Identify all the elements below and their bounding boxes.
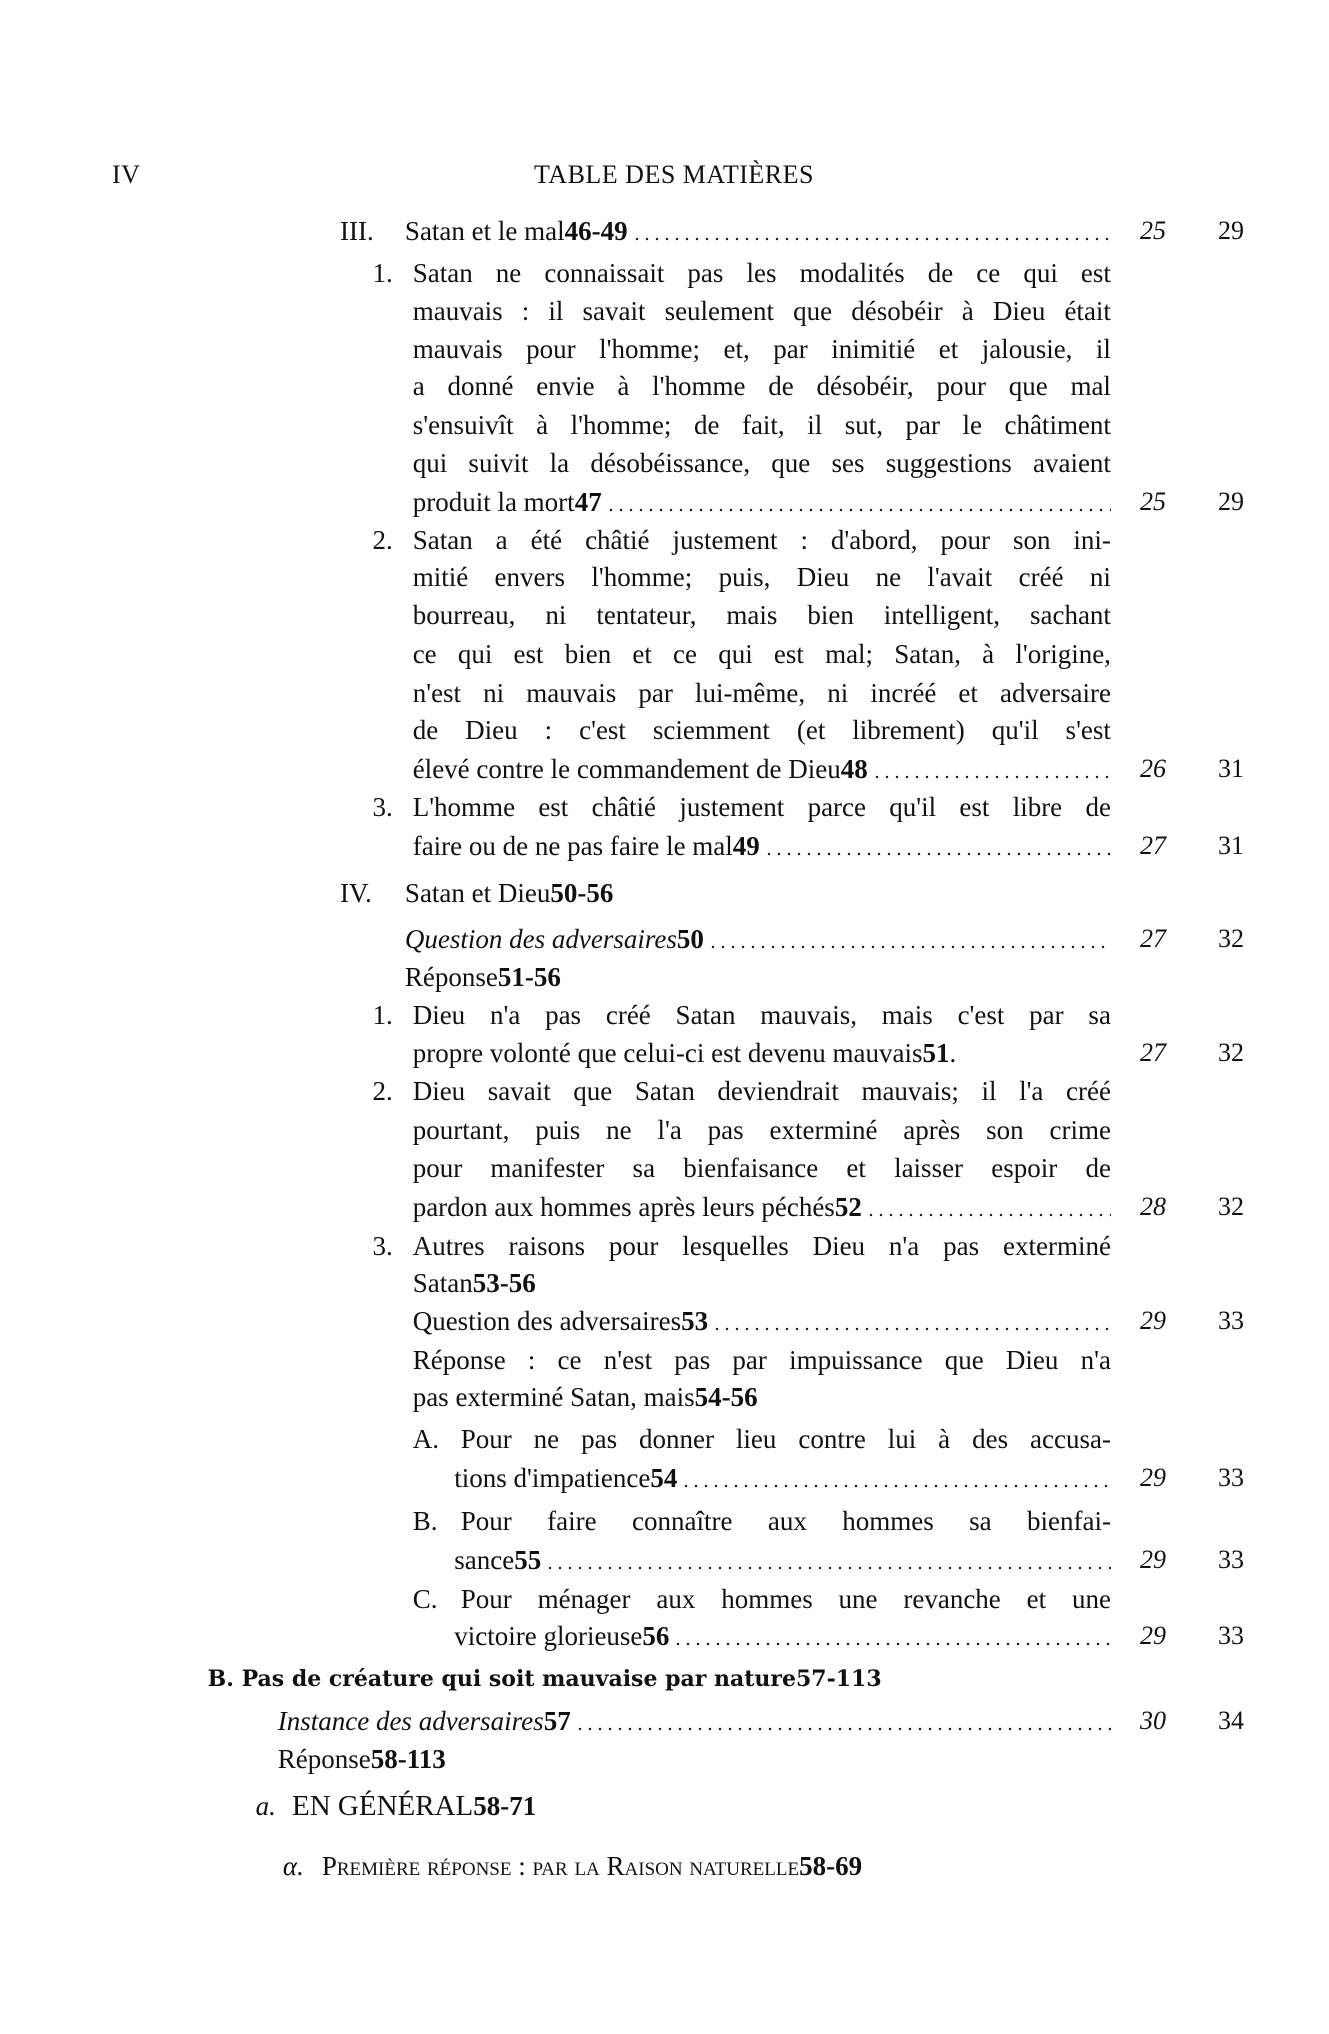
entry-text: tions d'impatience	[454, 1462, 651, 1493]
toc-line	[461, 1502, 1111, 1540]
entry-text: mitié envers l'homme; puis, Dieu ne l'avait créé ni	[412, 562, 1111, 593]
entry-number: 2.	[372, 1076, 393, 1107]
paragraph-ref: 54-56	[694, 1382, 758, 1413]
entry-text: propre volonté que celui-ci est devenu mauvais	[412, 1038, 923, 1069]
paragraph-ref: 54	[650, 1462, 678, 1493]
paragraph-ref: 55	[514, 1544, 542, 1575]
toc-line	[413, 1188, 1111, 1226]
paragraph-ref: 52	[834, 1191, 862, 1222]
page-title: TABLE DES MATIÈRES	[534, 160, 814, 189]
toc-line	[413, 1227, 1111, 1265]
page-ref-first: 29	[1140, 1544, 1166, 1574]
toc-line	[413, 1378, 758, 1416]
toc-line	[413, 1341, 1111, 1379]
page-ref-second: 31	[1218, 754, 1244, 784]
entry-number: C.	[412, 1583, 438, 1614]
paragraph-ref: 56	[642, 1621, 670, 1652]
entry-text: Réponse : ce n'est pas par impuissance que Dieu n'a	[412, 1344, 1111, 1375]
page-ref-first: 27	[1140, 924, 1166, 954]
entry-text: n'est ni mauvais par lui-même, ni incréé et adversaire	[412, 677, 1111, 708]
entry-text: Dieu n'a pas créé Satan mauvais, mais c'est par sa	[412, 999, 1111, 1030]
page-ref-second: 33	[1218, 1462, 1244, 1492]
entry-text: Pour ne pas donner lieu contre lui à des accusa-	[460, 1423, 1111, 1454]
paragraph-ref: 53-56	[472, 1268, 536, 1299]
entry-text: Dieu savait que Satan deviendrait mauvais; il l'a créé	[412, 1076, 1111, 1107]
entry-text: Instance des adversaires	[277, 1705, 544, 1736]
entry-number: 3.	[372, 1230, 393, 1261]
toc-line	[413, 996, 1111, 1034]
page-ref-first: 29	[1140, 1462, 1166, 1492]
entry-number: III.	[340, 215, 374, 246]
toc-line	[413, 330, 1111, 368]
paragraph-ref: 49	[732, 830, 760, 861]
entry-text: Satan a été châtié justement : d'abord, pour son ini-	[412, 524, 1111, 555]
toc-line	[413, 367, 1111, 405]
toc-line	[413, 558, 1111, 596]
entry-text: Réponse	[277, 1744, 371, 1775]
paragraph-ref: 58-71	[473, 1791, 537, 1822]
paragraph-ref: 51-56	[497, 961, 561, 992]
paragraph-ref: 46-49	[564, 215, 628, 246]
page-ref-second: 34	[1218, 1705, 1244, 1735]
entry-text: Satan et Dieu	[404, 877, 551, 908]
toc-line	[413, 750, 1111, 788]
entry-number: A.	[412, 1423, 439, 1454]
dot-leader	[708, 945, 1111, 949]
paragraph-ref: 47	[574, 486, 602, 517]
entry-text: pourtant, puis ne l'a pas exterminé après son crime	[412, 1115, 1111, 1146]
toc-line	[413, 444, 1111, 482]
toc-line	[413, 1034, 957, 1072]
entry-number: B.	[412, 1505, 438, 1536]
entry-text: mauvais pour l'homme; et, par inimitié et jalousie, il	[412, 333, 1111, 364]
entry-text: faire ou de ne pas faire le mal	[412, 830, 733, 861]
entry-text: bourreau, ni tentateur, mais bien intelligent, sachant	[412, 599, 1111, 630]
page-number: IV	[112, 160, 141, 189]
toc-line	[413, 406, 1111, 444]
toc-line	[413, 483, 1111, 521]
toc-line	[454, 1541, 1111, 1579]
entry-text: B. Pas de créature qui soit mauvaise par nature	[207, 1666, 796, 1693]
toc-line	[413, 788, 1111, 826]
entry-number: 1.	[372, 258, 393, 289]
toc-line	[413, 827, 1111, 865]
toc-line	[413, 1302, 1111, 1340]
dot-leader	[712, 1327, 1111, 1331]
toc-line	[405, 958, 561, 996]
entry-text: Question des adversaires	[412, 1305, 682, 1336]
paragraph-ref: 58-113	[370, 1744, 446, 1775]
entry-text: s'ensuivît à l'homme; de fait, il sut, par le châtiment	[412, 410, 1111, 441]
entry-text: Première réponse : par la Raison naturelle	[321, 1850, 800, 1881]
entry-text: produit la mort	[412, 486, 575, 517]
entry-text: Réponse	[404, 961, 498, 992]
page-ref-second: 32	[1218, 1038, 1244, 1068]
entry-text: Satan ne connaissait pas les modalités de ce qui est	[412, 258, 1111, 289]
toc-line	[322, 1847, 862, 1885]
entry-number: a.	[255, 1791, 276, 1822]
dot-leader	[681, 1484, 1111, 1488]
toc-line	[413, 1072, 1111, 1110]
dot-leader	[606, 508, 1111, 512]
page-ref-second: 33	[1218, 1544, 1244, 1574]
toc-line	[208, 1660, 882, 1698]
page-ref-first: 25	[1140, 486, 1166, 516]
entry-text: de Dieu : c'est sciemment (et librement) qu'il s'est	[412, 715, 1111, 746]
page-ref-first: 26	[1140, 754, 1166, 784]
toc-line	[413, 635, 1111, 673]
entry-text: Satan et le mal	[404, 215, 565, 246]
page-ref-second: 33	[1218, 1305, 1244, 1335]
entry-text: EN GÉNÉRAL	[292, 1790, 474, 1823]
entry-number: 2.	[372, 524, 393, 555]
toc-line	[413, 254, 1111, 292]
toc-line	[278, 1702, 1111, 1740]
page-ref-first: 29	[1140, 1621, 1166, 1651]
dot-leader	[872, 775, 1111, 779]
toc-line	[292, 1787, 536, 1825]
entry-text: Pour ménager aux hommes une revanche et une	[460, 1583, 1111, 1614]
page-ref-second: 29	[1218, 215, 1244, 245]
toc-line	[454, 1617, 1111, 1655]
toc-line	[405, 874, 613, 912]
page-ref-second: 29	[1218, 486, 1244, 516]
page-ref-second: 31	[1218, 830, 1244, 860]
entry-text: pardon aux hommes après leurs péchés	[412, 1191, 835, 1222]
entry-text: Satan	[412, 1268, 473, 1299]
toc-line	[413, 711, 1111, 749]
toc-line	[278, 1740, 446, 1778]
toc-line	[454, 1459, 1111, 1497]
entry-number: α.	[282, 1850, 304, 1881]
entry-text: sance	[454, 1544, 515, 1575]
entry-suffix: .	[949, 1038, 957, 1069]
page-ref-first: 27	[1140, 1038, 1166, 1068]
entry-text: pas exterminé Satan, mais	[412, 1382, 695, 1413]
entry-text: Pour faire connaître aux hommes sa bienfai-	[460, 1505, 1111, 1536]
toc-line	[461, 1420, 1111, 1458]
entry-number: 3.	[372, 791, 393, 822]
paragraph-ref: 50	[676, 924, 704, 955]
page-ref-first: 29	[1140, 1305, 1166, 1335]
toc-line	[461, 1580, 1111, 1618]
dot-leader	[575, 1727, 1111, 1731]
dot-leader	[764, 852, 1111, 856]
entry-text: ce qui est bien et ce qui est mal; Satan, à l'origine,	[412, 638, 1111, 669]
toc-line	[413, 1149, 1111, 1187]
page-ref-second: 32	[1218, 1191, 1244, 1221]
entry-text: a donné envie à l'homme de désobéir, pour que mal	[412, 371, 1111, 402]
entry-text: élevé contre le commandement de Dieu	[412, 754, 841, 785]
entry-text: Autres raisons pour lesquelles Dieu n'a pas exterminé	[412, 1230, 1111, 1261]
dot-leader	[673, 1642, 1111, 1646]
toc-line	[413, 1111, 1111, 1149]
paragraph-ref: 57-113	[795, 1666, 882, 1693]
toc-line	[405, 212, 1111, 250]
paragraph-ref: 48	[840, 754, 868, 785]
entry-text: mauvais : il savait seulement que désobéir à Dieu était	[412, 296, 1111, 327]
entry-text: L'homme est châtié justement parce qu'il est libre de	[412, 791, 1111, 822]
page-ref-first: 30	[1140, 1705, 1166, 1735]
page-ref-second: 33	[1218, 1621, 1244, 1651]
dot-leader	[866, 1213, 1111, 1217]
entry-text: victoire glorieuse	[454, 1621, 643, 1652]
toc-line	[413, 596, 1111, 634]
page-ref-first: 27	[1140, 830, 1166, 860]
entry-text: Question des adversaires	[404, 924, 677, 955]
entry-number: IV.	[340, 877, 372, 908]
toc-line	[405, 920, 1111, 958]
entry-text: pour manifester sa bienfaisance et laisser espoir de	[412, 1152, 1111, 1183]
entry-number: 1.	[372, 999, 393, 1030]
toc-line	[413, 521, 1111, 559]
entry-text: qui suivit la désobéissance, que ses suggestions avaient	[412, 447, 1111, 478]
page-ref-second: 32	[1218, 924, 1244, 954]
dot-leader	[545, 1566, 1111, 1570]
paragraph-ref: 50-56	[550, 877, 614, 908]
page-ref-first: 28	[1140, 1191, 1166, 1221]
paragraph-ref: 51	[922, 1038, 950, 1069]
toc-line	[413, 292, 1111, 330]
paragraph-ref: 58-69	[799, 1850, 863, 1881]
dot-leader	[632, 237, 1111, 241]
paragraph-ref: 57	[543, 1705, 571, 1736]
toc-line	[413, 1264, 536, 1302]
page-ref-first: 25	[1140, 215, 1166, 245]
toc-line	[413, 674, 1111, 712]
paragraph-ref: 53	[681, 1305, 709, 1336]
